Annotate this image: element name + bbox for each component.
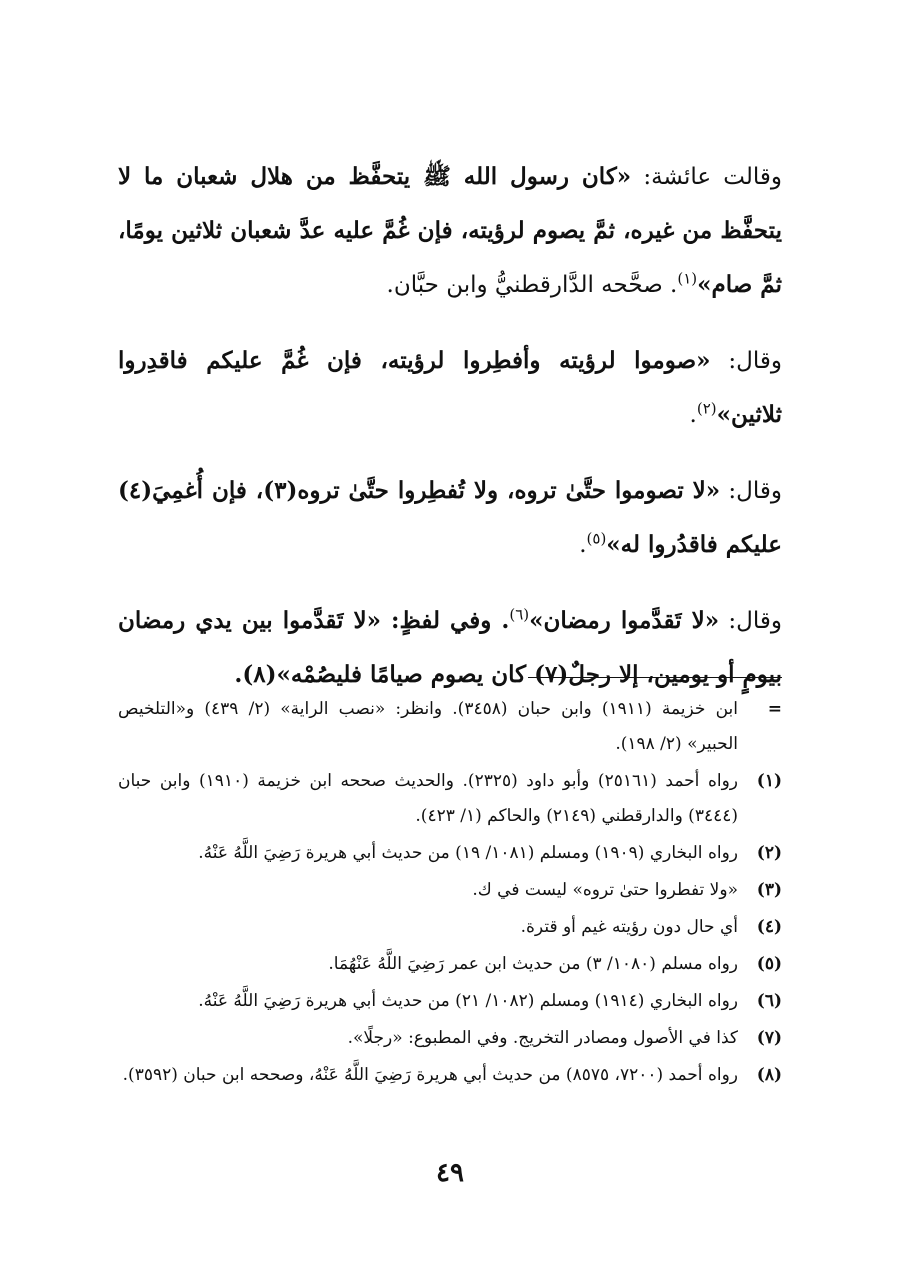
paragraph-aisha-hadith bbox=[118, 150, 782, 312]
footnote-8 bbox=[118, 1058, 782, 1093]
footnote-text: «ولا تفطروا حتىٰ تروه» ليست في ك. bbox=[472, 880, 738, 900]
hadith-quote: «لا تصوموا حتَّىٰ تروه، ولا تُفطِروا حتَّىٰ تروه(٣)، فإن أُغمِيَ(٤) عليكم فاقدُروا له» bbox=[118, 477, 782, 558]
footnote-text: أي حال دون رؤيته غيم أو قترة. bbox=[520, 917, 738, 937]
footnote-marker: (٧) bbox=[756, 1028, 782, 1048]
footnote-marker: (٣) bbox=[756, 880, 782, 900]
footnote-2 bbox=[118, 836, 782, 871]
footnote-divider bbox=[528, 677, 782, 678]
footnote-reference: (٥) bbox=[586, 529, 607, 548]
paragraph-lead: وقال: bbox=[720, 478, 782, 504]
paragraph-lead: وقال: bbox=[719, 608, 782, 634]
footnote-marker: = bbox=[767, 699, 782, 719]
footnote-continuation bbox=[118, 692, 782, 762]
footnote-text: ابن خزيمة (١٩١١) وابن حبان (٣٤٥٨). وانظر: «نصب الراية» (٢/ ٤٣٩) و«التلخيص الحبير» (٢/ ١٩٨). bbox=[118, 699, 738, 754]
paragraph-do-not-fast bbox=[118, 464, 782, 572]
footnote-marker: (٢) bbox=[756, 843, 782, 863]
footnote-1 bbox=[118, 764, 782, 834]
footnote-marker: (٨) bbox=[756, 1065, 782, 1085]
footnote-marker: (٤) bbox=[756, 917, 782, 937]
paragraph-tail: . وفي لفظٍ: «لا تَقدَّموا بين يدي رمضان بيومٍ أو يومين، إلا رجلٌ(٧) كان يصوم صيامًا فليصُمْه»(٨). bbox=[118, 607, 782, 688]
footnotes-section bbox=[118, 692, 782, 1095]
main-text bbox=[118, 150, 782, 724]
paragraph-fast-on-sighting bbox=[118, 334, 782, 442]
paragraph-tail: . bbox=[689, 402, 697, 428]
hadith-quote: «لا تَقدَّموا رمضان» bbox=[529, 607, 720, 634]
paragraph-tail: . صحَّحه الدَّارقطنيُّ وابن حبَّان. bbox=[386, 272, 678, 298]
footnote-7 bbox=[118, 1021, 782, 1056]
footnote-reference: (٢) bbox=[696, 399, 717, 418]
footnote-marker: (٦) bbox=[756, 991, 782, 1011]
page-number: ٤٩ bbox=[436, 1158, 464, 1188]
hadith-quote: «صوموا لرؤيته وأفطِروا لرؤيته، فإن غُمَّ عليكم فاقدِروا ثلاثين» bbox=[118, 347, 782, 428]
footnote-text: رواه مسلم (١٠٨٠/ ٣) من حديث ابن عمر رَضِيَ اللَّهُ عَنْهُمَا. bbox=[328, 954, 738, 974]
paragraph-do-not-precede-ramadan bbox=[118, 594, 782, 702]
footnote-text: كذا في الأصول ومصادر التخريج. وفي المطبوع: «رجلًا». bbox=[347, 1028, 738, 1048]
footnote-text: رواه البخاري (١٩١٤) ومسلم (١٠٨٢/ ٢١) من حديث أبي هريرة رَضِيَ اللَّهُ عَنْهُ. bbox=[198, 991, 738, 1011]
footnote-text: رواه البخاري (١٩٠٩) ومسلم (١٠٨١/ ١٩) من حديث أبي هريرة رَضِيَ اللَّهُ عَنْهُ. bbox=[198, 843, 738, 863]
hadith-quote: «كان رسول الله ﷺ يتحفَّظ من هلال شعبان ما لا يتحفَّظ من غيره، ثمَّ يصوم لرؤيته، فإن غُمَّ عليه عدَّ شعبان ثلاثين يومًا، ثمَّ صام» bbox=[118, 163, 782, 298]
footnote-reference: (١) bbox=[677, 269, 698, 288]
footnote-text: رواه أحمد (٧٢٠٠، ٨٥٧٥) من حديث أبي هريرة رَضِيَ اللَّهُ عَنْهُ، وصححه ابن حبان (٣٥٩٢). bbox=[122, 1065, 738, 1085]
paragraph-lead: وقال: bbox=[710, 348, 782, 374]
footnote-5 bbox=[118, 947, 782, 982]
footnote-4 bbox=[118, 910, 782, 945]
footnote-3 bbox=[118, 873, 782, 908]
paragraph-lead: وقالت عائشة: bbox=[631, 164, 782, 190]
footnote-reference: (٦) bbox=[509, 605, 530, 624]
footnote-6 bbox=[118, 984, 782, 1019]
footnote-text: رواه أحمد (٢٥١٦١) وأبو داود (٢٣٢٥). والحديث صححه ابن خزيمة (١٩١٠) وابن حبان (٣٤٤٤) والدارقطني (٢١٤٩) والحاكم (١/ ٤٢٣). bbox=[118, 771, 739, 826]
footnote-marker: (١) bbox=[756, 771, 782, 791]
footnote-marker: (٥) bbox=[756, 954, 782, 974]
paragraph-tail: . bbox=[579, 532, 587, 558]
